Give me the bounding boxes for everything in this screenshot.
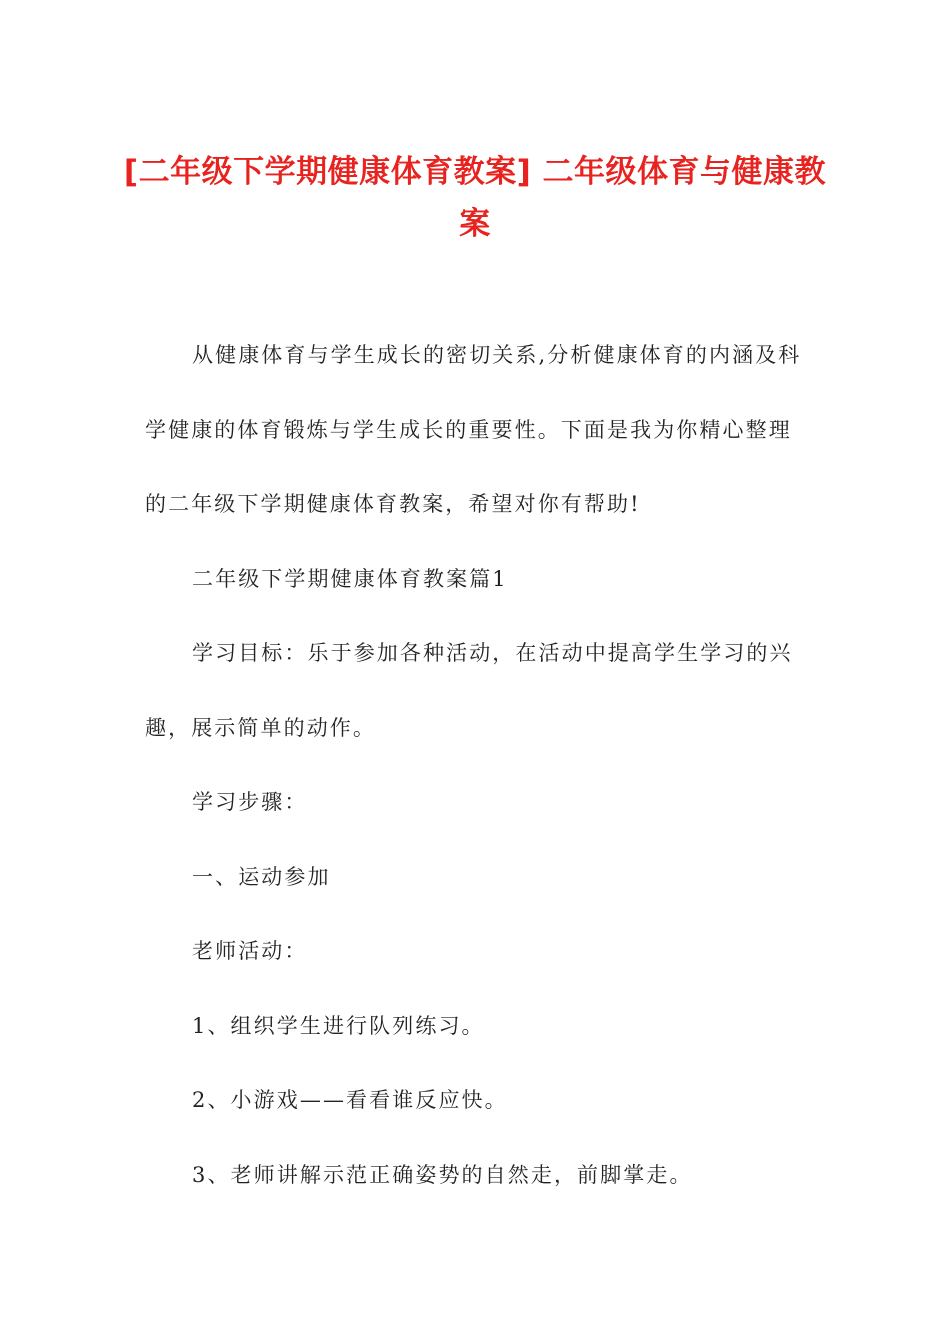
paragraph-learning-goal: 学习目标：乐于参加各种活动，在活动中提高学生学习的兴趣，展示简单的动作。 xyxy=(145,641,793,740)
document-body xyxy=(145,318,805,1212)
paragraph-item-2: 2、小游戏——看看谁反应快。 xyxy=(192,1088,508,1112)
paragraph-learning-steps: 学习步骤： xyxy=(192,790,308,814)
document-title: [二年级下学期健康体育教案] 二年级体育与健康教案 xyxy=(123,154,827,242)
paragraph-item-3: 3、老师讲解示范正确姿势的自然走，前脚掌走。 xyxy=(192,1162,693,1187)
paragraph-step-one: 一、运动参加 xyxy=(192,864,331,889)
paragraph-intro: 从健康体育与学生成长的密切关系,分析健康体育的内涵及科学健康的体育锻炼与学生成长的重要性。下面是我为你精心整理的二年级下学期健康体育教案，希望对你有帮助! xyxy=(145,343,802,516)
paragraph-item-1: 1、组织学生进行队列练习。 xyxy=(192,1013,485,1038)
paragraph-section-heading: 二年级下学期健康体育教案篇1 xyxy=(192,566,508,591)
paragraph-teacher-activity: 老师活动： xyxy=(192,939,308,963)
